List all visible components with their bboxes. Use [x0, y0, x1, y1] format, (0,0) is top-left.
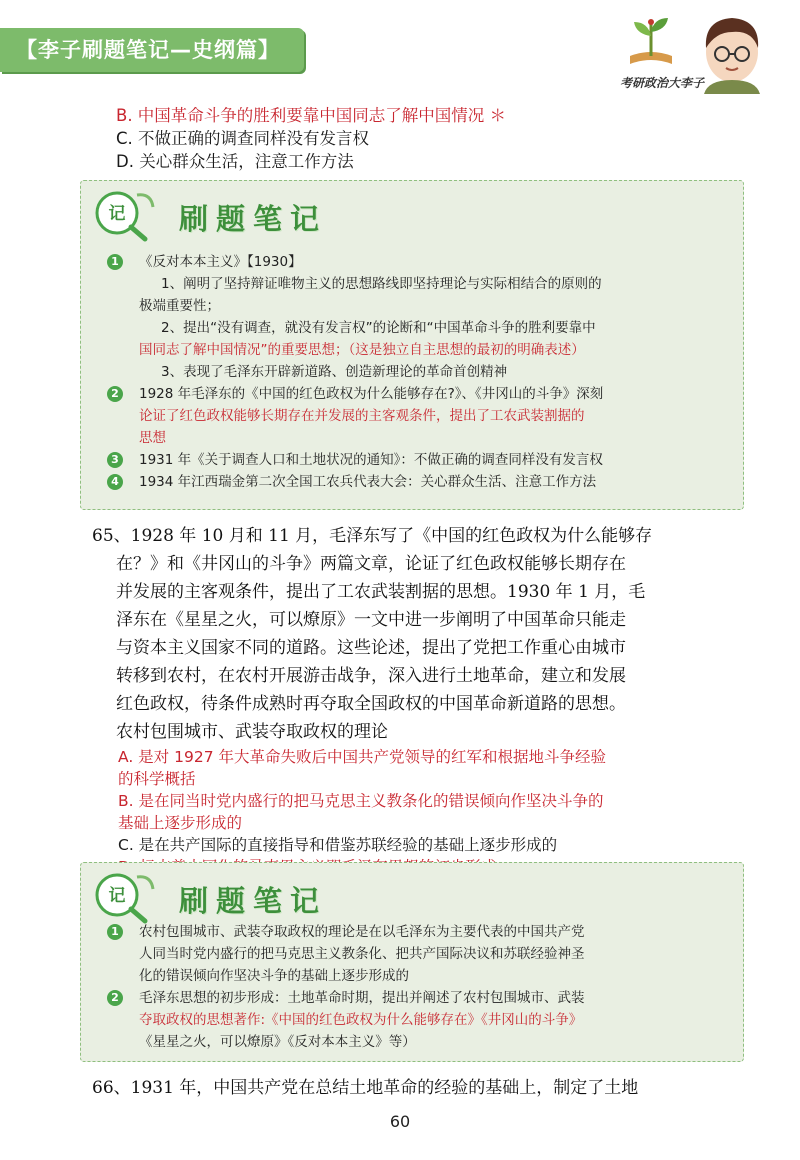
question-line: 并发展的主客观条件，提出了工农武装割据的思想。1930 年 1 月，毛	[116, 582, 646, 602]
note-header	[81, 863, 743, 921]
magnifier-note-icon	[91, 187, 159, 243]
question-line: 在？》和《井冈山的斗争》两篇文章，论证了红色政权能够长期存在	[116, 554, 626, 574]
option-c: C. 是在共产国际的直接指导和借鉴苏联经验的基础上逐步形成的	[118, 836, 558, 854]
page-number: 60	[389, 1112, 411, 1131]
note-item: 3、表现了毛泽东开辟新道路、创造新理论的革命首创精神	[161, 364, 508, 380]
series-title-tag: 【李子刷题笔记—史纲篇】	[0, 28, 304, 72]
option-b: B. 中国革命斗争的胜利要靠中国同志了解中国情况 ＊	[116, 106, 507, 125]
note-item: 2、提出“没有调查，就没有发言权”的论断和“中国革命斗争的胜利要靠中 国同志了解中国情况”的重要思想；（这是独立自主思想的最初的明确表述）	[139, 320, 596, 358]
question-66	[92, 1074, 752, 1102]
question-line: 泽东在《星星之火，可以燎原》一文中进一步阐明了中国革命只能走	[116, 610, 626, 630]
note-item: 4 1934 年江西瑞金第二次全国工农兵代表大会：关心群众生活、注意工作方法	[81, 471, 743, 493]
option-b: B. 是在同当时党内盛行的把马克思主义教条化的错误倾向作坚决斗争的 基础上逐步形成的	[118, 792, 604, 832]
question-line: 65、1928 年 10 月和 11 月，毛泽东写了《中国的红色政权为什么能够存	[92, 526, 653, 546]
book-sprout-logo-icon	[624, 12, 678, 68]
question-line: 与资本主义国家不同的道路。这些论述，提出了党把工作重心由城市	[116, 638, 626, 658]
option-c: C. 不做正确的调查同样没有发言权	[116, 129, 370, 148]
magnifier-note-icon	[91, 869, 159, 925]
study-note-box-2	[80, 862, 744, 1062]
question-line: 转移到农村，在农村开展游击战争，深入进行土地革命，建立和发展	[116, 666, 626, 686]
option-a: A. 是对 1927 年大革命失败后中国共产党领导的红军和根据地斗争经验 的科学概括	[118, 748, 606, 788]
note-item: 1 农村包围城市、武装夺取政权的理论是在以毛泽东为主要代表的中国共产党 人同当时党内盛行的把马克思主义教条化、把共产国际决议和苏联经验神圣 化的错误倾向作坚决斗争的基础上逐步形成的	[81, 921, 743, 987]
note-title: 刷题笔记	[179, 202, 328, 236]
study-note-box-1	[80, 180, 744, 510]
note-item: 1 《反对本本主义》【1930】	[81, 251, 743, 273]
brand-block	[620, 12, 770, 96]
option-d: D. 关心群众生活，注意工作方法	[116, 152, 354, 171]
note-icon-char: 记	[108, 886, 126, 906]
note-item: 1、阐明了坚持辩证唯物主义的思想路线即坚持理论与实际相结合的原则的 极端重要性；	[139, 276, 602, 314]
question-line: 农村包围城市、武装夺取政权的理论	[116, 722, 388, 742]
note-item: 2 毛泽东思想的初步形成：土地革命时期，提出并阐述了农村包围城市、武装 夺取政权的思想著作:《中国的红色政权为什么能够存在》《井冈山的斗争》 《星星之火，可以燎原》《反对本本主义》等）	[81, 987, 743, 1053]
note-item: 2 1928 年毛泽东的《中国的红色政权为什么能够存在?》、《井冈山的斗争》深刻 论证了红色政权能够长期存在并发展的主客观条件，提出了工农武装割据的 思想	[81, 383, 743, 449]
note-icon-char: 记	[108, 204, 126, 224]
previous-question-options	[116, 104, 506, 173]
brand-name: 考研政治大李子	[620, 76, 705, 90]
note-title: 刷题笔记	[179, 884, 328, 918]
question-65	[92, 522, 752, 746]
author-avatar	[694, 12, 770, 94]
question-line: 红色政权，待条件成熟时再夺取全国政权的中国革命新道路的思想。	[116, 694, 626, 714]
note-item: 3 1931 年《关于调查人口和土地状况的通知》：不做正确的调查同样没有发言权	[81, 449, 743, 471]
question-65-options	[118, 746, 748, 878]
note-header	[81, 181, 743, 251]
question-number: 65、	[92, 526, 131, 546]
question-line: 66、1931 年，中国共产党在总结土地革命的经验的基础上，制定了土地	[92, 1078, 639, 1098]
